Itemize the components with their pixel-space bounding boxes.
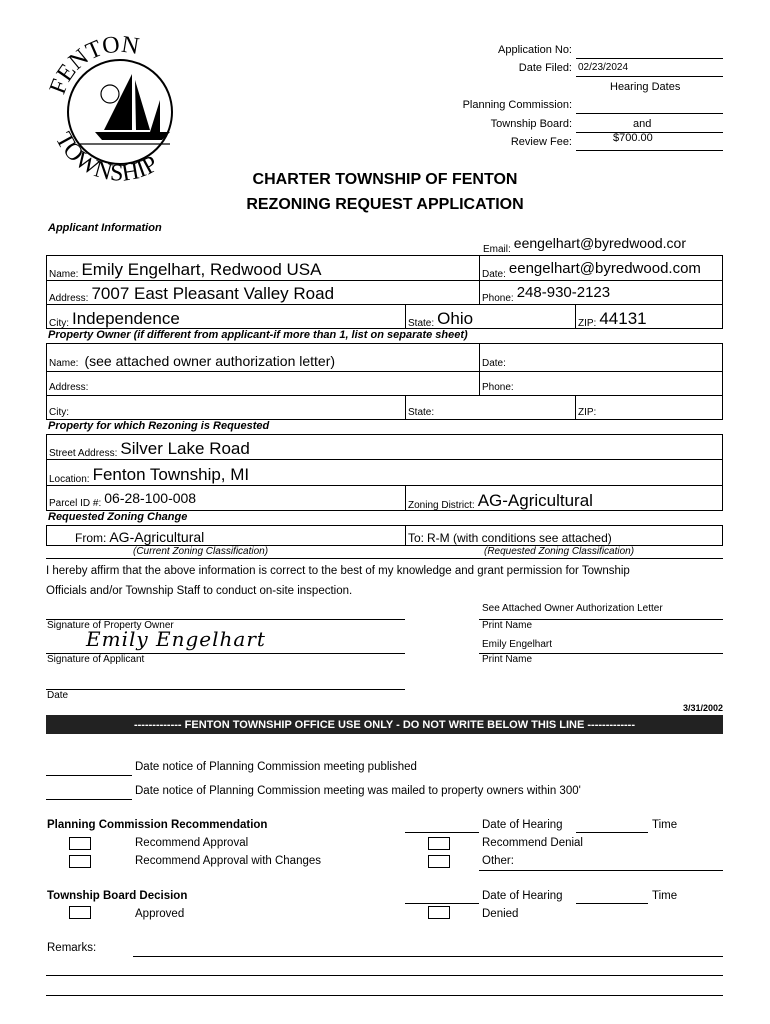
- pc-approve-checkbox[interactable]: [69, 837, 91, 850]
- title-line2: REZONING REQUEST APPLICATION: [246, 196, 524, 213]
- state-label: State:: [408, 318, 435, 329]
- tb-heading: Township Board Decision: [47, 890, 188, 902]
- address-label: Address:: [49, 293, 89, 304]
- hearing-dates-label: Hearing Dates: [610, 81, 681, 93]
- remarks-label: Remarks:: [47, 942, 97, 954]
- signature-date-label: Date: [47, 690, 69, 701]
- date-filed-field[interactable]: 02/23/2024: [578, 62, 629, 73]
- logo-text-top: FENTON: [44, 32, 141, 98]
- zip-field[interactable]: 44131: [599, 309, 647, 328]
- review-fee-field[interactable]: $700.00: [613, 132, 653, 144]
- tb-date-hearing-label: Date of Hearing: [482, 890, 563, 902]
- date-filed-label: Date Filed:: [518, 62, 572, 74]
- name-label: Name:: [49, 269, 79, 280]
- parcel-id-field[interactable]: 06-28-100-008: [104, 490, 197, 506]
- pc-deny-label: Recommend Denial: [482, 837, 583, 849]
- owner-city-label: City:: [49, 407, 69, 418]
- notice-mailed-label: Date notice of Planning Commission meeting was mailed to property owners within 300': [135, 785, 581, 797]
- email-label: Email:: [483, 244, 511, 255]
- email-cell: [480, 231, 686, 255]
- city-field[interactable]: Independence: [72, 309, 180, 328]
- zoning-change-section-label: Requested Zoning Change: [48, 511, 188, 523]
- owner-print-name-field[interactable]: See Attached Owner Authorization Letter: [482, 603, 663, 614]
- owner-date-label: Date:: [482, 358, 506, 369]
- tb-time-label: Time: [652, 890, 678, 902]
- tb-denied-label: Denied: [482, 908, 519, 920]
- date-field[interactable]: eengelhart@byredwood.com: [508, 260, 701, 277]
- applicant-signature-label: Signature of Applicant: [47, 654, 145, 665]
- review-fee-label: Review Fee:: [510, 136, 572, 148]
- notice-published-label: Date notice of Planning Commission meeting published: [135, 761, 417, 773]
- applicant-signature[interactable]: Emily Engelhart: [86, 627, 266, 651]
- from-label: From:: [75, 531, 107, 545]
- township-board-label: Township Board:: [490, 118, 572, 130]
- to-field[interactable]: R-M (with conditions see attached): [427, 531, 612, 545]
- pc-other-checkbox[interactable]: [428, 855, 450, 868]
- affirmation-line2: Officials and/or Township Staff to conduct on-site inspection.: [46, 585, 353, 597]
- pc-deny-checkbox[interactable]: [428, 837, 450, 850]
- affirmation-line1: I hereby affirm that the above information is correct to the best of my knowledge and grant permission for Township: [46, 565, 630, 577]
- pc-approve-changes-checkbox[interactable]: [69, 855, 91, 868]
- location-field[interactable]: Fenton Township, MI: [92, 465, 250, 484]
- township-board-field[interactable]: and: [633, 118, 652, 130]
- current-zoning-caption: (Current Zoning Classification): [133, 546, 269, 557]
- pc-other-label: Other:: [482, 855, 514, 867]
- owner-name-label: Name:: [49, 358, 79, 369]
- from-field[interactable]: AG-Agricultural: [109, 529, 205, 545]
- zoning-district-label: Zoning District:: [408, 500, 475, 511]
- street-address-label: Street Address:: [49, 448, 118, 459]
- state-field[interactable]: Ohio: [437, 309, 474, 328]
- pc-approve-label: Recommend Approval: [135, 837, 249, 849]
- remarks-line-3[interactable]: [46, 995, 723, 996]
- owner-phone-label: Phone:: [482, 382, 514, 393]
- phone-label: Phone:: [482, 293, 514, 304]
- applicant-section-label: Applicant Information: [48, 222, 162, 234]
- address-field[interactable]: 7007 East Pleasant Valley Road: [91, 284, 335, 303]
- pc-approve-changes-label: Recommend Approval with Changes: [135, 855, 322, 867]
- fenton-township-logo: [40, 32, 200, 192]
- property-section-label: Property for which Rezoning is Requested: [48, 420, 270, 432]
- tb-approved-label: Approved: [135, 908, 185, 920]
- title-line1: CHARTER TOWNSHIP OF FENTON: [252, 171, 518, 188]
- owner-address-label: Address:: [49, 382, 89, 393]
- tb-denied-checkbox[interactable]: [428, 906, 450, 919]
- owner-zip-label: ZIP:: [578, 407, 597, 418]
- pc-heading: Planning Commission Recommendation: [47, 819, 268, 831]
- parcel-id-label: Parcel ID #:: [49, 498, 102, 509]
- logo-text-bottom: TOWNSHIP: [49, 128, 163, 187]
- location-label: Location:: [49, 474, 90, 485]
- to-label: To:: [408, 531, 425, 545]
- form-revision-date: 3/31/2002: [682, 703, 723, 713]
- name-field[interactable]: Emily Engelhart, Redwood USA: [81, 260, 322, 279]
- owner-section-label: Property Owner (if different from applicant-if more than 1, list on separate sheet): [48, 329, 468, 341]
- planning-commission-label: Planning Commission:: [462, 99, 572, 111]
- phone-field[interactable]: 248-930-2123: [516, 284, 611, 301]
- date-label: Date:: [482, 269, 506, 280]
- city-label: City:: [49, 318, 69, 329]
- tb-approved-checkbox[interactable]: [69, 906, 91, 919]
- zoning-district-field[interactable]: AG-Agricultural: [477, 491, 593, 510]
- applicant-print-name-label: Print Name: [482, 654, 533, 665]
- office-use-banner: ------------- FENTON TOWNSHIP OFFICE USE ONLY - DO NOT WRITE BELOW THIS LINE -------------: [46, 715, 723, 734]
- requested-zoning-caption: (Requested Zoning Classification): [484, 546, 635, 557]
- owner-signature-label: Signature of Property Owner: [47, 620, 174, 631]
- application-no-label: Application No:: [498, 44, 572, 56]
- owner-print-name-label: Print Name: [482, 620, 533, 631]
- street-address-field[interactable]: Silver Lake Road: [120, 439, 250, 458]
- pc-date-hearing-label: Date of Hearing: [482, 819, 563, 831]
- owner-state-label: State:: [408, 407, 435, 418]
- email-field[interactable]: eengelhart@byredwood.cor: [513, 235, 687, 251]
- remarks-line-1[interactable]: [133, 956, 723, 957]
- zip-label: ZIP:: [578, 318, 597, 329]
- applicant-print-name-field[interactable]: Emily Engelhart: [482, 639, 553, 650]
- owner-name-field[interactable]: (see attached owner authorization letter): [84, 353, 336, 369]
- pc-time-label: Time: [652, 819, 678, 831]
- remarks-line-2[interactable]: [46, 975, 723, 976]
